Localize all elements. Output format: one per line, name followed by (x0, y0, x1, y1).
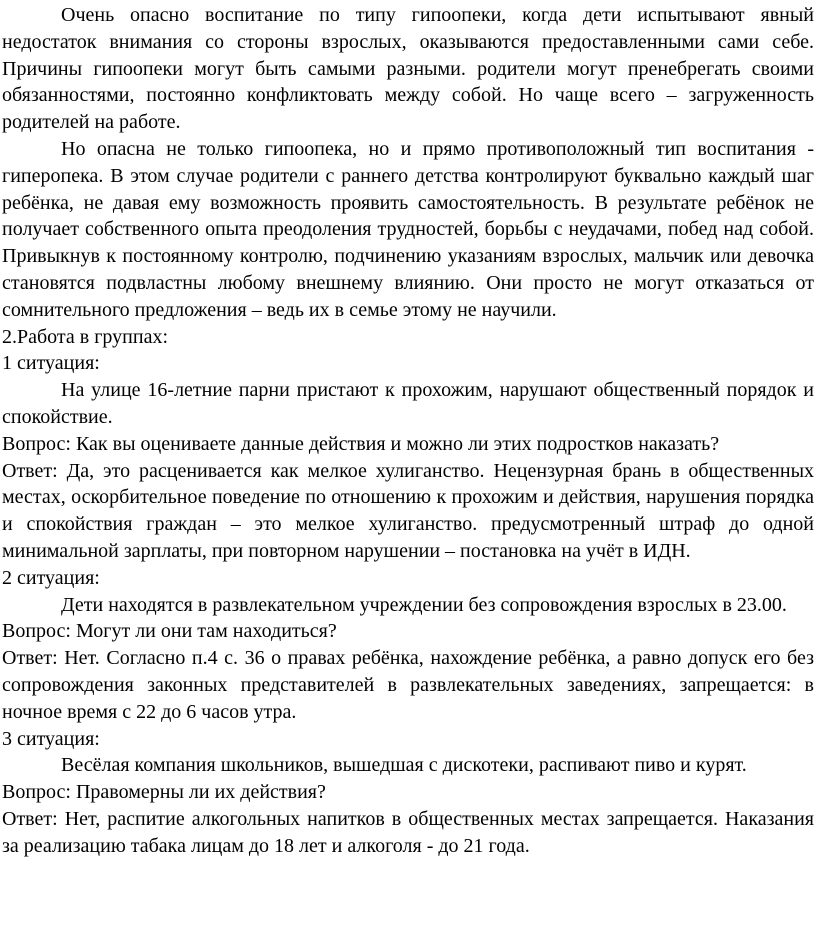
situation-3-question: Вопрос: Правомерны ли их действия? (2, 781, 326, 804)
paragraph-hyperopeka: Но опасна не только гипоопека, но и прямо противоположный тип воспитания - гиперопека. В этом случае родители с раннего детства контролируют буквально каждый шаг ребёнка, не давая ему возможность проявить самостоятельность. В результате ребёнок не получает собственного опыта преодоления трудностей, борьбы с неудачами, побед над собой. Привыкнув к постоянному контролю, подчинению указаниям взрослых, мальчик или девочка становятся подвластны любому внешнему влиянию. Они просто не могут отказаться от сомнительного предложения – ведь их в семье этому не научили. (2, 137, 814, 321)
situation-2-answer: Ответ: Нет. Согласно п.4 с. 36 о правах ребёнка, нахождение ребёнка, а равно допуск его без сопровождения законных представителей в развлекательных заведениях, запрещается: в ночное время с 22 до 6 часов утра. (2, 647, 814, 723)
situation-1-answer: Ответ: Да, это расценивается как мелкое хулиганство. Нецензурная брань в общественных местах, оскорбительное поведение по отношению к прохожим и действия, нарушения порядка и спокойствия граждан – это мелкое хулиганство. предусмотренный штраф до одной минимальной зарплаты, при повторном нарушении – постановка на учёт в ИДН. (2, 459, 814, 562)
situation-3-description: Весёлая компания школьников, вышедшая с дискотеки, распивают пиво и курят. (61, 754, 747, 777)
situation-2-question: Вопрос: Могут ли они там находиться? (2, 620, 337, 643)
situation-1-question: Вопрос: Как вы оцениваете данные действия и можно ли этих подростков наказать? (2, 432, 720, 455)
situation-2-heading: 2 ситуация: (2, 566, 100, 589)
section-heading-group-work: 2.Работа в группах: (2, 325, 168, 348)
situation-3-answer: Ответ: Нет, распитие алкогольных напитков в общественных местах запрещается. Наказания за реализацию табака лицам до 18 лет и алкоголя - до 21 года. (2, 807, 814, 857)
paragraph-hypoopeka: Очень опасно воспитание по типу гипоопеки, когда дети испытывают явный недостаток внимания со стороны взрослых, оказываются предоставленными сами себе. Причины гипоопеки могут быть самыми разными. родители могут пренебрегать своими обязанностями, постоянно конфликтовать между собой. Но чаще всего – загруженность родителей на работе. (2, 4, 814, 134)
situation-2-description: Дети находятся в развлекательном учреждении без сопровождения взрослых в 23.00. (61, 593, 787, 616)
situation-3-heading: 3 ситуация: (2, 727, 100, 750)
situation-1-heading: 1 ситуация: (2, 352, 100, 375)
situation-1-description: На улице 16-летние парни пристают к прохожим, нарушают общественный порядок и спокойствие. (2, 379, 814, 428)
